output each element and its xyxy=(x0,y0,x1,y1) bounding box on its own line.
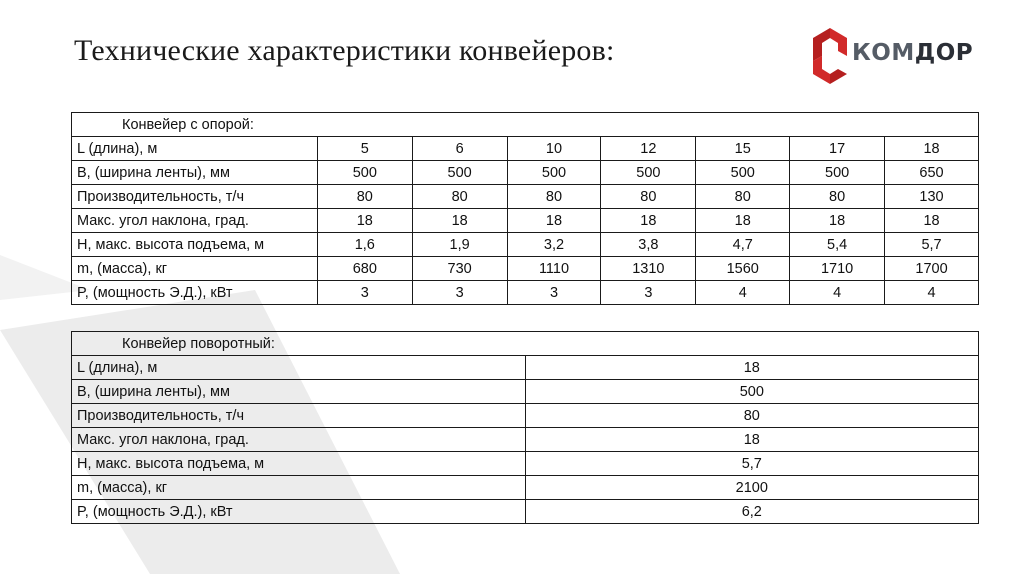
table-cell: 3 xyxy=(412,281,507,305)
conveyor-rotary-table xyxy=(71,331,979,524)
table-cell: 18 xyxy=(317,209,412,233)
table-row xyxy=(72,428,979,452)
table-caption: Конвейер поворотный: xyxy=(72,332,979,356)
conveyor-support-table xyxy=(71,112,979,305)
table-cell: 4 xyxy=(885,281,979,305)
table-cell: 10 xyxy=(507,137,601,161)
table-cell: 500 xyxy=(317,161,412,185)
table-cell: 1110 xyxy=(507,257,601,281)
table-cell: 500 xyxy=(790,161,885,185)
table-row xyxy=(72,137,979,161)
table-cell: 80 xyxy=(525,404,978,428)
table-caption-row xyxy=(72,332,979,356)
table-cell: 5 xyxy=(317,137,412,161)
table-cell: 80 xyxy=(507,185,601,209)
table-cell: 500 xyxy=(525,380,978,404)
table-cell: 18 xyxy=(790,209,885,233)
page-title: Технические характеристики конвейеров: xyxy=(74,34,615,67)
table-cell: 1710 xyxy=(790,257,885,281)
row-label: H, макс. высота подъема, м xyxy=(72,452,526,476)
table-cell: 18 xyxy=(525,428,978,452)
table-cell: 12 xyxy=(601,137,696,161)
table-caption: Конвейер с опорой: xyxy=(72,113,979,137)
row-label: Макс. угол наклона, град. xyxy=(72,428,526,452)
table-cell: 500 xyxy=(696,161,790,185)
row-label: m, (масса), кг xyxy=(72,476,526,500)
table-cell: 4,7 xyxy=(696,233,790,257)
table-row xyxy=(72,476,979,500)
row-label: Производительность, т/ч xyxy=(72,404,526,428)
table-cell: 650 xyxy=(885,161,979,185)
table-cell: 500 xyxy=(412,161,507,185)
table-row xyxy=(72,281,979,305)
table-cell: 6,2 xyxy=(525,500,978,524)
logo-wordmark xyxy=(852,40,973,66)
row-label: m, (масса), кг xyxy=(72,257,318,281)
company-logo xyxy=(810,24,974,88)
row-label: Производительность, т/ч xyxy=(72,185,318,209)
row-label: P, (мощность Э.Д.), кВт xyxy=(72,500,526,524)
table-cell: 1560 xyxy=(696,257,790,281)
table-cell: 500 xyxy=(507,161,601,185)
row-label: B, (ширина ленты), мм xyxy=(72,380,526,404)
table-row xyxy=(72,404,979,428)
table-row xyxy=(72,161,979,185)
row-label: L (длина), м xyxy=(72,356,526,380)
table-cell: 3 xyxy=(601,281,696,305)
table-cell: 1700 xyxy=(885,257,979,281)
table-cell: 4 xyxy=(696,281,790,305)
table-row xyxy=(72,185,979,209)
table-row xyxy=(72,233,979,257)
row-label: B, (ширина ленты), мм xyxy=(72,161,318,185)
table-cell: 130 xyxy=(885,185,979,209)
table-cell: 18 xyxy=(412,209,507,233)
table-cell: 18 xyxy=(885,209,979,233)
table-cell: 6 xyxy=(412,137,507,161)
table-cell: 15 xyxy=(696,137,790,161)
table-cell: 5,7 xyxy=(525,452,978,476)
table-cell: 3,8 xyxy=(601,233,696,257)
table-cell: 18 xyxy=(525,356,978,380)
table-cell: 80 xyxy=(317,185,412,209)
table-cell: 4 xyxy=(790,281,885,305)
table-cell: 18 xyxy=(601,209,696,233)
table-row xyxy=(72,452,979,476)
table-cell: 3 xyxy=(507,281,601,305)
table-cell: 18 xyxy=(696,209,790,233)
table-cell: 3,2 xyxy=(507,233,601,257)
table-cell: 80 xyxy=(696,185,790,209)
table-cell: 1,6 xyxy=(317,233,412,257)
table-cell: 5,7 xyxy=(885,233,979,257)
table-cell: 17 xyxy=(790,137,885,161)
logo-hexagon-icon xyxy=(810,26,850,86)
table-row xyxy=(72,257,979,281)
table-cell: 500 xyxy=(601,161,696,185)
table-row xyxy=(72,500,979,524)
table-row xyxy=(72,380,979,404)
table-cell: 730 xyxy=(412,257,507,281)
table-cell: 1310 xyxy=(601,257,696,281)
table-cell: 80 xyxy=(412,185,507,209)
table-cell: 1,9 xyxy=(412,233,507,257)
table-cell: 680 xyxy=(317,257,412,281)
table-caption-row xyxy=(72,113,979,137)
table-row xyxy=(72,209,979,233)
row-label: L (длина), м xyxy=(72,137,318,161)
table-cell: 80 xyxy=(790,185,885,209)
table-cell: 3 xyxy=(317,281,412,305)
logo-text-part1: КОМ xyxy=(852,40,915,66)
row-label: P, (мощность Э.Д.), кВт xyxy=(72,281,318,305)
logo-text-part2: ДОР xyxy=(914,40,974,66)
row-label: Макс. угол наклона, град. xyxy=(72,209,318,233)
table-cell: 18 xyxy=(885,137,979,161)
table-cell: 5,4 xyxy=(790,233,885,257)
table-cell: 2100 xyxy=(525,476,978,500)
row-label: H, макс. высота подъема, м xyxy=(72,233,318,257)
table-row xyxy=(72,356,979,380)
table-cell: 18 xyxy=(507,209,601,233)
table-cell: 80 xyxy=(601,185,696,209)
